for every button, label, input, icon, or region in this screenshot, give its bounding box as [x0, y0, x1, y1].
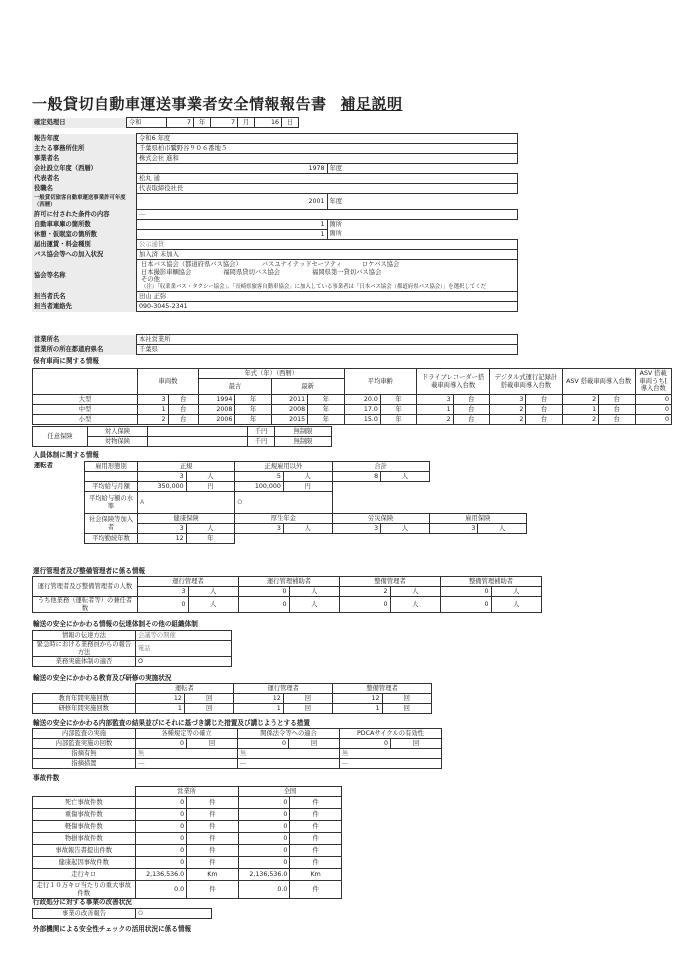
office-pref-field[interactable]: 千葉県 [137, 345, 518, 355]
admin-section-title: 行政処分に対する事業の改善状況 [33, 898, 132, 906]
association-options[interactable]: 日本バス協会（都道府県バス協会） バスユナイテッドセーフティ ロケバス協会 日本撮影車輌協会 福岡県貸切バス協会 福岡県第一貸切バス協会 その他 （注）「収業業バス・タクシー協会」、「長崎県旅客自動車協会」に加入している事業者は「日本バス協会（都道府県バス協会）」を選択してくだ [137, 260, 518, 292]
admin-table: 事業の改善報告 O [32, 908, 212, 919]
managers-section-title: 運行管理者及び整備管理者に係る情報 [33, 567, 146, 575]
comm-section-title: 輸送の安全にかかわる情報の伝達体制その他の組織体制 [33, 620, 198, 628]
report-title: 一般貸切自動車運送事業者安全情報報告書 補足説明 [32, 95, 403, 113]
rest-room-count-field[interactable]: 1 [137, 230, 328, 240]
accidents-section-title: 事故件数 [33, 774, 60, 782]
vehicle-row: 中型 1 台 2008 年 2008 年 17.0 年 1 台 2 台 1 台 0 [33, 405, 672, 415]
rep-name-field[interactable]: 松丸 通 [137, 174, 518, 184]
company-name-field[interactable]: 株式会社 進和 [137, 154, 518, 164]
insurance-table: 任意保険 対人保険 千円 無制限 対物保険 千円 無制限 [32, 426, 332, 447]
address-field[interactable]: 千葉県柏市鷲野谷９０６番地５ [137, 144, 518, 154]
association-status-radio[interactable]: 加入済 未加入 [137, 250, 518, 260]
contact-name-field[interactable]: 田山 正弥 [137, 292, 518, 302]
training-table: 運転者 運行管理者 整備管理者 教育年間実施回数 12 回 12 回 12 回 研修年間実施回数 1 回 1 回 1 回 [32, 683, 432, 714]
vehicles-section-title: 保有車両に関する情報 [33, 357, 99, 365]
contact-phone-field[interactable]: 090-3045-2341 [137, 302, 518, 312]
founded-field[interactable]: 1978 [137, 164, 328, 174]
era-field[interactable]: 令和 [127, 118, 167, 128]
vehicle-row: 大型 3 台 1994 年 2011 年 20.0 年 3 台 3 台 2 台 0 [33, 395, 672, 405]
external-section-title: 外部機関による安全性チェックの活用状況に係る情報 [33, 925, 192, 933]
property-insurance-value[interactable]: 無制限 [275, 437, 332, 447]
confirm-date-label: 確定処理日 [32, 118, 127, 128]
report-year-field[interactable]: 令和6 年度 [137, 134, 518, 144]
garage-count-field[interactable]: 1 [137, 220, 328, 230]
staff-section-title: 人員体制に関する情報 [33, 451, 99, 459]
training-section-title: 輸送の安全にかかわる教育及び研修の実施状況 [33, 674, 172, 682]
report-subtitle: 補足説明 [340, 95, 403, 113]
fare-type-select[interactable]: 公示通貨 [137, 240, 518, 250]
staff-table: 運転者 雇用形態別 正規 正規雇用以外 合計 3 人 5 人 8 人 平均給与月額 350,000 円 100,000 円 平均給与額の水準 A O 社会保険等加入者 健康保険 厚生年金 労災保険 雇用保険 3 人 3 人 3 人 3 人 平均勤続年数 12 年 [32, 461, 527, 544]
managers-table: 運行管理者及び整備管理者の人数 運行管理者 運行管理補助者 整備管理者 整備管理補助者 3 人 0 人 2 人 0 人 うち他業務（運転者等）の兼任者数 0 人 0 人 0 人 0 人 [32, 576, 542, 613]
permit-condition-select[interactable]: ― [137, 210, 518, 220]
wage-level-regular-select[interactable]: A [138, 492, 235, 514]
vehicles-table: 車両数 年式（年）（西暦） 平均車齢 ドライブレコーダー搭載車両導入台数 デジタル式運行記録計搭載車両導入台数 ASV 搭載車両導入台数 ASV 搭載車両うち[ 導入台数 最古 最新 大型 3 台 1994 年 2011 年 20.0 年 3 台 3 台 2 台 0 中型 1 台 2008 年 2008 年 17.0 年 1 台 2 台 1 台 0 小型 2 台 2006 年 2015 年 15.0 年 2 台 2 台 2 台 0 [32, 368, 672, 425]
comm-table: 情報の伝達方法 会議等の開催 緊急時における業務員からの報告方法 電話 業務実施体制の適否 O [32, 630, 232, 667]
vehicle-row: 小型 2 台 2006 年 2015 年 15.0 年 2 台 2 台 2 台 0 [33, 415, 672, 425]
permit-year-field[interactable]: 2001 [137, 194, 328, 210]
year-field[interactable]: 7 [167, 118, 194, 128]
audit-section-title: 輸送の安全にかかわる内部監査の結果並びにそれに基づき講じた措置及び講じようとする措置 [33, 719, 310, 727]
rep-title-field[interactable]: 代表取締役社長 [137, 184, 518, 194]
office-name-field[interactable]: 本社営業所 [137, 335, 518, 345]
accidents-table: 営業所 全国 死亡事故件数 0 件 0 件 重傷事故件数 0 件 0 件 軽傷事故件数 0 件 0 件 物損事故件数 0 件 0 件 事故報告書提出件数 0 件 0 件 健康起因事故件数 0 件 0 件 走行キロ 2,136,536.0 Km 2,136,536.0 Km 走行１０万キロ当たりの重大事故件数 0.0 件 0.0 件 [32, 786, 342, 899]
month-field[interactable]: 7 [211, 118, 238, 128]
person-insurance-value[interactable]: 無制限 [275, 427, 332, 437]
emergency-report-select[interactable]: 電話 [136, 641, 232, 657]
audit-table: 内部監査の実施 各種規定等の確立 関係法令等への適合 PDCAサイクルの有効性 内部監査実施の回数 0 回 0 回 0 回 指摘有無 無 無 無 指摘措置 ― ― ― [32, 728, 442, 769]
impl-status-select[interactable]: O [136, 657, 232, 667]
wage-level-irregular-select[interactable]: O [235, 492, 332, 514]
company-info-table: 報告年度 令和6 年度 主たる事務所住所 千葉県柏市鷲野谷９０６番地５ 事業者名 株式会社 進和 会社設立年度（西暦） 1978 年度 代表者名 松丸 通 役職名 代表取締役社長 一般貸切旅客自動車運送事業許可年度（西暦） 2001 年度 許可に付された条件の内容 ― 自動車車庫の箇所数 1 箇所 休憩・仮眠室の箇所数 1 箇所 届出運賃・料金種別 公示通貨 バス協会等への加入状況 加入済 未加入 協会等名称 日本バス協会（都道府県バス協会） バスユナイテッドセーフティ ロケバス協会 日本撮影車輌協会 福岡県貸切バス協会 福岡県第一貸切バス協会 その他 （注）「収業業バス・タクシー協会」、「長崎県旅客自動車協会」に加入している事業者は「日本バス協会（都道府県バス協会）」を選択してくだ 担当者氏名 田山 正弥 担当者連絡先 090-3045-2341 [32, 133, 518, 312]
improvement-select[interactable]: O [136, 909, 212, 919]
day-field[interactable]: 16 [255, 118, 282, 128]
confirm-date-table: 確定処理日 令和 7 年 7 月 16 日 [32, 117, 299, 128]
comm-method-select[interactable]: 会議等の開催 [136, 631, 232, 641]
office-table: 営業所名 本社営業所 営業所の所在都道府県名 千葉県 [32, 334, 518, 355]
